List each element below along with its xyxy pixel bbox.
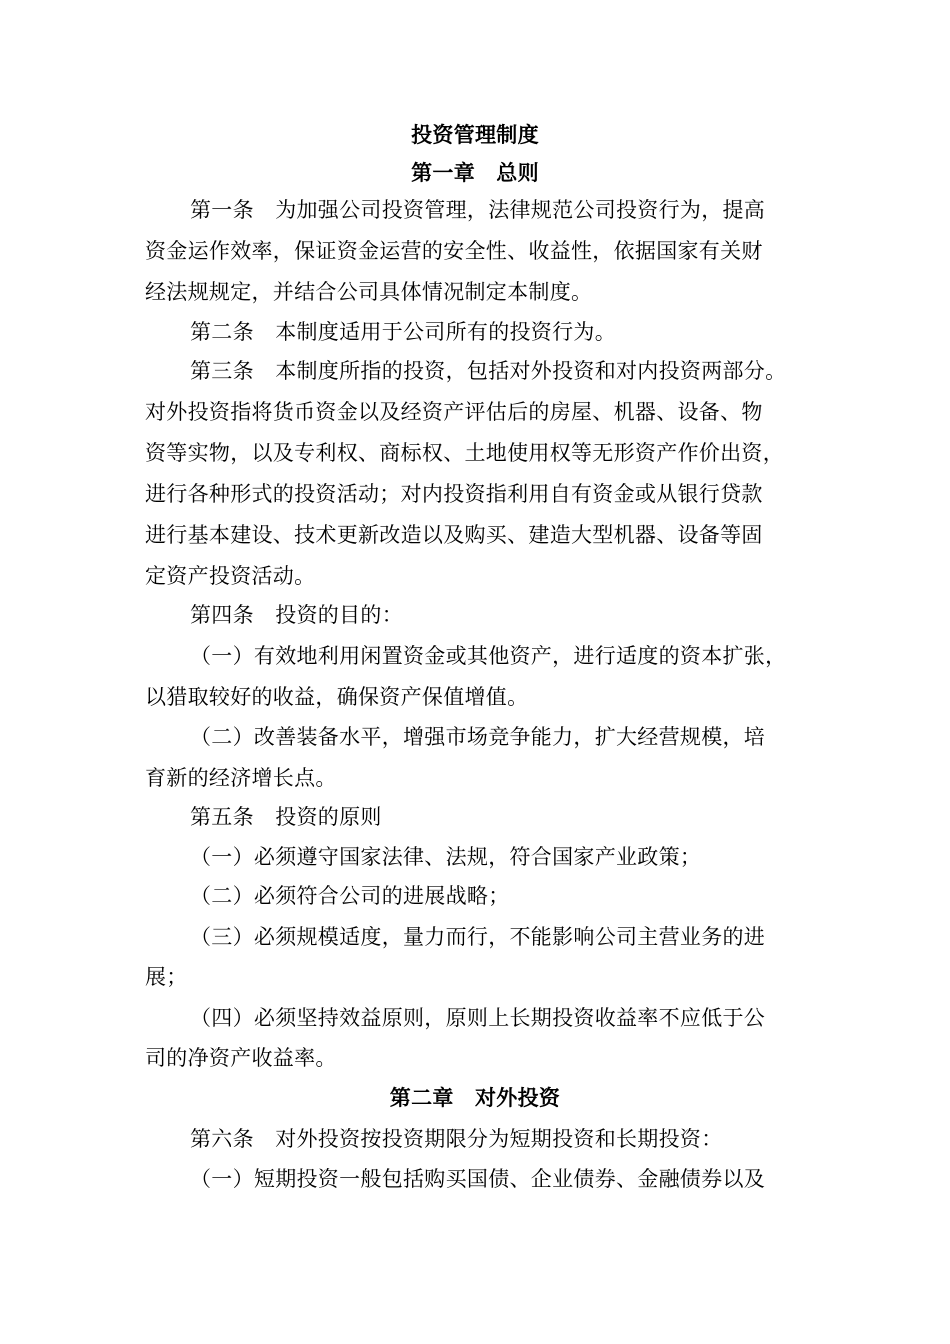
paragraph-line: 第三条 本制度所指的投资，包括对外投资和对内投资两部分。	[190, 359, 787, 383]
paragraph-line: （四）必须坚持效益原则，原则上长期投资收益率不应低于公	[190, 1006, 766, 1030]
paragraph-line: （一）短期投资一般包括购买国债、企业债券、金融债券以及	[190, 1167, 766, 1191]
paragraph-line: （一）必须遵守国家法律、法规，符合国家产业政策；	[190, 845, 702, 869]
paragraph-line: 资金运作效率，保证资金运营的安全性、收益性，依据国家有关财	[145, 239, 763, 263]
paragraph-line: （二）改善装备水平，增强市场竞争能力，扩大经营规模，培	[190, 725, 766, 749]
chapter-heading: 第二章 对外投资	[389, 1086, 561, 1110]
paragraph-line: 第二条 本制度适用于公司所有的投资行为。	[190, 320, 616, 344]
paragraph-line: 定资产投资活动。	[145, 564, 316, 588]
paragraph-line: 育新的经济增长点。	[145, 766, 337, 790]
paragraph-line: 进行各种形式的投资活动；对内投资指利用自有资金或从银行贷款	[145, 482, 763, 506]
paragraph-line: 第一条 为加强公司投资管理，法律规范公司投资行为，提高	[190, 198, 766, 222]
paragraph-line: 司的净资产收益率。	[145, 1046, 337, 1070]
chapter-heading: 第一章 总则	[411, 161, 539, 185]
paragraph-line: 第四条 投资的目的：	[190, 603, 403, 627]
paragraph-line: 以猎取较好的收益，确保资产保值增值。	[145, 685, 529, 709]
paragraph-line: 第五条 投资的原则	[190, 805, 382, 829]
paragraph-line: 第六条 对外投资按投资期限分为短期投资和长期投资：	[190, 1127, 723, 1151]
paragraph-line: 经法规规定，并结合公司具体情况制定本制度。	[145, 280, 593, 304]
paragraph-line: 对外投资指将货币资金以及经资产评估后的房屋、机器、设备、物	[145, 400, 763, 424]
paragraph-line: 进行基本建设、技术更新改造以及购买、建造大型机器、设备等固	[145, 523, 763, 547]
paragraph-line: （二）必须符合公司的进展战略；	[190, 884, 510, 908]
paragraph-line: （一）有效地利用闲置资金或其他资产，进行适度的资本扩张，	[190, 644, 787, 668]
document-title: 投资管理制度	[411, 123, 539, 147]
paragraph-line: 资等实物，以及专利权、商标权、土地使用权等无形资产作价出资，	[145, 441, 784, 465]
paragraph-line: 展；	[145, 965, 188, 989]
paragraph-line: （三）必须规模适度，量力而行，不能影响公司主营业务的进	[190, 925, 766, 949]
